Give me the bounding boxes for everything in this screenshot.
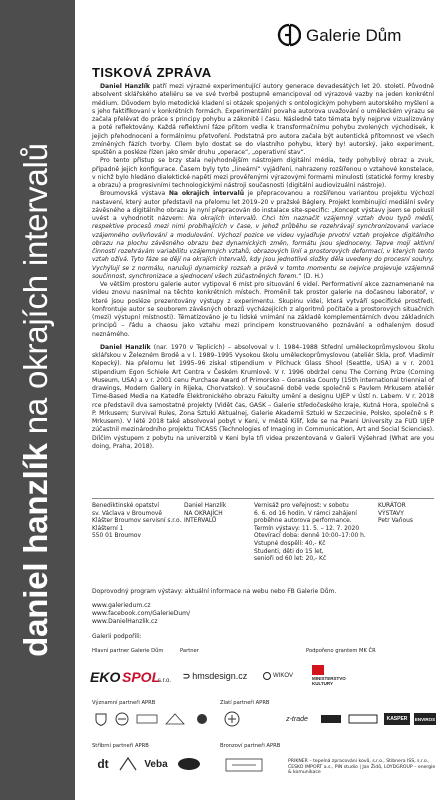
gold-sponsor-3-icon	[320, 713, 342, 725]
bronze-sponsor-1-icon	[224, 756, 264, 774]
press-release-body	[92, 83, 434, 451]
paragraph-exhibition: Broumovská výstava Na okrajích intervalů je přepracovanou a rozšířenou variantou projektu Výchozí nastavení, který autor představil na přelomu let 2019–20 v pražské Báglery. Projekt kombinující mediální svěry závěsného a digitálního obrazu je nyní přepracován do instalace site-specific: „Koncept výstavy jsem se pokusil uvést a vyhodnotit názvem: Na okrajích intervalů. Chci tím naznačit vzájemný vztah dvou typů médií, respektive procesů mezi nimi probíhajících v čase, v jehož průběhu se rozehrávají synchronizovaná variace vzájemného ovlivňování a modulování. Výchozí pozice ve videu vyjadřuje prvotní vztah projekce digitálního obrazu na plochu závěsného obrazu bez dynamických změn, formátu jsou sjednoceny. Tepve mojí aktivní činností rozehrávám variabilitu vzájemných vztahů, obrazových linií a prostorových deformací, v kterých tento vztah ožívá. Tyto fáze se dějí na okrajích intervalů, kdy jsou jednotlivé složky děla uvedeny do procesní souhry. Vychýlují se z normálu, narušuji dynamický rozsah a právě v tomto momentu se nejvíce projevuje vzájemná součinnost, synchronizace a sjednocení všech zúčastněných forem.“ (D. H.)	[92, 190, 434, 280]
hmsdesign-logo: ⊃ hmsdesign.cz	[182, 670, 248, 681]
exhibition-info	[92, 503, 434, 565]
venue-address: Benediktinské opatství sv. Václava v Broumově Klášter Broumov servisní s.r.o. Klášterní 1 550 01 Broumov	[92, 503, 182, 540]
paragraph-biography: Daniel Hanzlík (nar. 1970 v Teplicích) – absolvoval v l. 1984–1988 Střední uměleckoprůmyslovou školu sklářskou v Železném Brodě a v l. 1989–1995 Vysokou školu uměleckoprůmyslovou (ateliér Skla, prof. Vladimír Kopecký). Na přelomu let 1995–96 získal stipendium v Pilchuck Glass Shool (Seattle, USA) a v r. 2001 stipendium Egon Schiele Art Centra v Českém Krumlově. V r. 1996 obdržel cenu The Corning Prize (Corning Museum, USA) a v r. 2001 cenu Purchase Award of Primorsko – Goranska County (15th international triennial of drawings, Modern Gallery in Rijeka, Chorvatsko). V současné době vede společně s Pavlem Mrkusem ateliér Time-Based Media na Katedře Elektronického obrazu Fakulty umění a designu UJEP v Ústí n. Labem. V r. 2018 rce představil dva samostatné projekty (Vidět čas, GASK – Galerie středočeského kraje, Kutná Hora, společně s P. Mrkusem; Survival Rules, Zona Sztuki Aktualnej, Galerie Akademii Sztuki w Szczecinie, Polsko, společně s P. Mrkusem). V létě 2018 také absolvoval pobyt v Keni, v městě Kilif, kde se na Pwani University za FUD UJEP zúčastnil mezinárodního projektu TICASS (Technologies of Imaging in Communication, Art and Social Sciencies). Dílčím výstupem z pobytu na univerzitě v Keni byla tři videa prezentovaná v Galerii Výšehrad (What are you doing, Praha, 2018).	[92, 343, 434, 450]
svg-text:s.r.o.: s.r.o.	[158, 678, 172, 684]
main-content	[80, 0, 436, 800]
region-emblem-icon	[114, 712, 130, 726]
sidebar-title	[17, 143, 55, 657]
gold-sponsor-1-icon	[222, 710, 242, 728]
link-galeriedum[interactable]: www.galeriedum.cz	[92, 602, 151, 609]
support-program-text: Doprovodný program výstavy: aktuální informace na webu nebo FB Galerie Dům.	[92, 588, 337, 595]
paragraph-media: Pro tento přístup se brzy stala nejvhodnějším nástrojem digitální média, tedy pohyblivý obraz a zvuk, případně jejich konfigurace. Časem byly tyto „lineární“ vyjádření, nahrazeny rozšířenou o vztahové konstelace, v nichž bylo hledáno dialektické napětí mezi prověřenými výrazovými formami minulosti (statické formy kresby a obrazu) a progresivními technologickými nástroji současnosti (digitální audiovizuální nástroje).	[92, 157, 434, 189]
link-facebook[interactable]: www.facebook.com/GalerieDum/	[92, 609, 191, 617]
silver-sponsor-2-icon	[118, 756, 138, 772]
exhibition-name: Na okrajích intervalů	[168, 190, 245, 198]
bronze-partners-text: PRIKNER – tepelná zpracování kovů, s.r.o., Stibnera ISS, s.r.o., ČESKO IMPORT a.s., PIN studio | Jan Židů, LOYDGROUP – energie & komunikace	[288, 759, 436, 776]
sidebar-title-author: daniel hanzlík	[17, 443, 54, 657]
svg-text:SPOL: SPOL	[122, 669, 161, 685]
silver-partners-label: Stříbrní partneři APRB	[92, 743, 149, 749]
ztrade-logo: z-trade	[286, 715, 308, 723]
header	[80, 22, 436, 56]
coat-of-arms-icon	[94, 712, 108, 726]
kasper-logo: KASPER	[384, 713, 410, 725]
gold-partners-label: Zlatí partneři APRB	[220, 700, 270, 706]
silver-sponsor-4-icon	[176, 756, 202, 772]
svg-text:EKO: EKO	[90, 669, 121, 685]
author-name: Daniel Hanzlík	[100, 83, 150, 90]
brand-name: Galerie Dům	[306, 26, 402, 45]
curator-block: KURÁTOR VÝSTAVY Petr Vaňous	[378, 503, 413, 525]
divider	[92, 498, 434, 499]
ministry-logo: MINISTERSTVO KULTURY	[312, 662, 372, 688]
main-partner-label: Hlavní partner Galerie Dům	[92, 648, 164, 654]
link-danielhanzlik[interactable]: www.DanielHanzlik.cz	[92, 617, 158, 625]
ekospol-logo-graphic	[90, 665, 174, 687]
enviros-logo: ENVIROS	[414, 713, 436, 725]
exhibition-title-block: Daniel Hanzlík NA OKRAJÍCH INTERVALŮ	[184, 503, 227, 525]
grant-label: Podpořeno grantem MK ČR	[306, 648, 376, 654]
partner-label: Partner	[180, 648, 199, 654]
dt-logo: dt	[97, 757, 109, 771]
bronze-partners-label: Bronzoví partneři APRB	[220, 743, 281, 749]
gold-sponsor-4-icon	[348, 713, 378, 725]
sponsor-logo-4-icon	[164, 712, 186, 726]
sidebar-title-exhibition: na okrajích intervalů	[17, 143, 54, 435]
web-links	[92, 602, 190, 625]
page-title: TISKOVÁ ZPRÁVA	[92, 65, 212, 80]
significant-partners-label: Významní partneři APRB	[92, 700, 156, 706]
ekospol-logo	[90, 665, 174, 687]
veba-logo: Veba	[144, 758, 168, 770]
bio-author-name: Daniel Hanzlík	[100, 343, 151, 351]
gd-monogram-icon	[277, 22, 301, 50]
paragraph-installation: Ve větším prostoru galerie autor vytipoval 6 míst pro situování 6 videí. Performativní akce zaznamenané na videu znovu nasnímal na těchto konkrétních místech. Proměnil tak prostor galerie na dočasnou laboratoř, v které jsou posléze prezentovány výstupy z experimentu. Skupinu videí, která vytváří specifické prostředí, konfrontuje autor se souborem závěsných obrazů vycházejících z algoritmů počítače a prostorových situačních (mezi) výstupní místnosti). Tématizováno je tu lidské vnímání na základě komplementárních dvou základních principů – řádu a chaosu jako vztahu mezi principem konstruovaného poznávání a odhaleným dosud neznámého.	[92, 281, 434, 338]
sponsor-logo-3-icon	[136, 712, 158, 726]
opening-hours: Vernisáž pro veřejnost: v sobotu 6. 6. od 16 hodin. V rámci zahájení proběhne autorova performance. Termín výstavy: 11. 5. – 12. 7. 2020 Otevírací doba: denně 10:00–17:00 h. Vstupné dospělí: 40,- Kč Studenti, děti do 15 let, senioři od 60 let: 20,- Kč	[254, 503, 366, 563]
sidebar-banner	[0, 0, 75, 800]
partners-title: Galerii podpořili:	[92, 633, 142, 640]
sponsor-logo-5-icon	[192, 712, 212, 726]
ministry-emblem-icon	[312, 665, 324, 675]
wikov-logo: WIKOV	[256, 667, 300, 685]
paragraph-intro: Daniel Hanzlík patří mezi výrazné experimentující autory generace devadesátých let 20. století. Původně absolvent sklářského ateliéru se ve své tvorbě postupně emancipoval od výrazové vazby na jeden konkrétní médium. Důvodem bylo metodické kladení si otázek spojených s ontologickým pohybem autorského myšlení a s jeho faktifikovaní v konkrétních formách. Experimentální povaha autorova uvažování o uměleckém výrazu se začala přelévat do práce s principy pohybu a zákonitě i času. Následně tato témata byly nejprve vizualizovány a poté reflektovány. Každá reflektivní fáze přitom vedla k transformačnímu pohybu zvolených východisek, k jejich přehodnocení a formálnímu přetvoření. Podstatná pro autora začala být autentická přítomnost ve všech zmíněných fázích tvorby. Cílem bylo dostat se do vlastního pohybu, který by! autorský, jako experiment, spuštěn a posléze řízen jako směr druhu „operace“, „operativní stav“.	[92, 83, 434, 156]
